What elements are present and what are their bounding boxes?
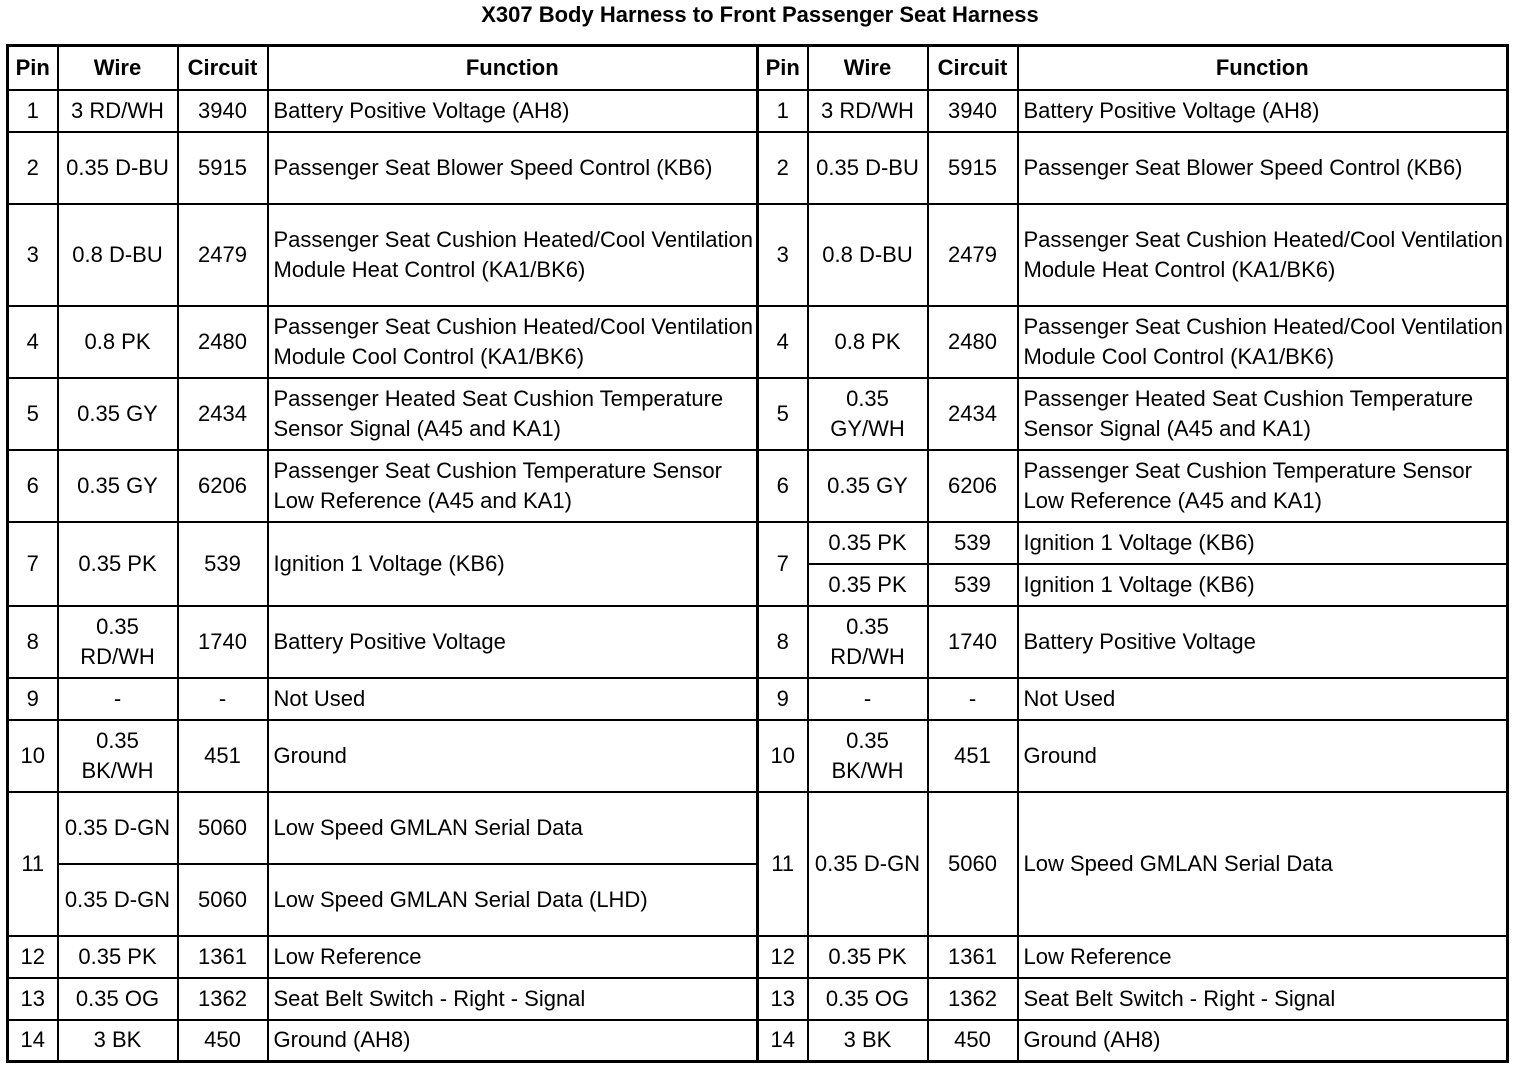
left-circuit-cell: 539	[178, 522, 268, 606]
header-circuit: Circuit	[928, 46, 1018, 90]
right-function-cell: Seat Belt Switch - Right - Signal	[1018, 978, 1508, 1020]
header-wire: Wire	[808, 46, 928, 90]
table-row	[8, 378, 1508, 450]
right-pin-cell: 7	[758, 522, 808, 606]
left-function-cell: Seat Belt Switch - Right - Signal	[268, 978, 758, 1020]
right-function-cell: Passenger Seat Blower Speed Control (KB6)	[1018, 132, 1508, 204]
left-circuit-cell: 451	[178, 720, 268, 792]
left-pin-cell: 11	[8, 792, 58, 936]
table-row	[8, 306, 1508, 378]
right-wire-cell: 3 RD/WH	[808, 90, 928, 132]
right-function-cell: Low Speed GMLAN Serial Data	[1018, 792, 1508, 936]
right-pin-cell: 13	[758, 978, 808, 1020]
right-pin-cell: 11	[758, 792, 808, 936]
left-wire-cell: 0.35 GY	[58, 450, 178, 522]
left-wire-cell: 0.35 D-BU	[58, 132, 178, 204]
left-wire-cell: 0.35 D-GN	[58, 792, 178, 864]
right-wire-cell: 0.8 PK	[808, 306, 928, 378]
right-pin-cell: 12	[758, 936, 808, 978]
left-function-cell: Passenger Seat Cushion Heated/Cool Ventilation Module Heat Control (KA1/BK6)	[268, 204, 758, 306]
table-row	[8, 678, 1508, 720]
right-circuit-cell: 1362	[928, 978, 1018, 1020]
left-circuit-cell: 3940	[178, 90, 268, 132]
left-function-cell: Ground	[268, 720, 758, 792]
right-function-cell: Passenger Seat Cushion Heated/Cool Ventilation Module Heat Control (KA1/BK6)	[1018, 204, 1508, 306]
right-function-cell: Ground (AH8)	[1018, 1020, 1508, 1062]
right-pin-cell: 1	[758, 90, 808, 132]
left-circuit-cell: 450	[178, 1020, 268, 1062]
connector-pinout-table	[6, 44, 1509, 1063]
right-function-cell: Passenger Heated Seat Cushion Temperature Sensor Signal (A45 and KA1)	[1018, 378, 1508, 450]
left-wire-cell: 0.35 BK/WH	[58, 720, 178, 792]
table-row	[8, 936, 1508, 978]
header-pin: Pin	[758, 46, 808, 90]
right-circuit-cell: 2434	[928, 378, 1018, 450]
left-circuit-cell: 5060	[178, 792, 268, 864]
left-wire-cell: 0.35 GY	[58, 378, 178, 450]
left-pin-cell: 12	[8, 936, 58, 978]
left-function-cell: Low Speed GMLAN Serial Data (LHD)	[268, 864, 758, 936]
right-circuit-cell: 539	[928, 522, 1018, 564]
left-pin-cell: 5	[8, 378, 58, 450]
right-circuit-cell: 539	[928, 564, 1018, 606]
left-wire-cell: 0.8 D-BU	[58, 204, 178, 306]
right-pin-cell: 8	[758, 606, 808, 678]
left-pin-cell: 2	[8, 132, 58, 204]
right-circuit-cell: 5060	[928, 792, 1018, 936]
left-function-cell: Passenger Seat Cushion Temperature Sensor Low Reference (A45 and KA1)	[268, 450, 758, 522]
right-pin-cell: 4	[758, 306, 808, 378]
left-pin-cell: 6	[8, 450, 58, 522]
right-wire-cell: 0.35 GY	[808, 450, 928, 522]
left-circuit-cell: 5915	[178, 132, 268, 204]
right-circuit-cell: 6206	[928, 450, 1018, 522]
left-circuit-cell: 2434	[178, 378, 268, 450]
right-wire-cell: 0.35 PK	[808, 522, 928, 564]
left-pin-cell: 7	[8, 522, 58, 606]
left-pin-cell: 8	[8, 606, 58, 678]
right-wire-cell: -	[808, 678, 928, 720]
table-row	[8, 522, 1508, 564]
left-wire-cell: 0.35 PK	[58, 936, 178, 978]
right-wire-cell: 0.35 D-GN	[808, 792, 928, 936]
right-pin-cell: 3	[758, 204, 808, 306]
table-row	[8, 606, 1508, 678]
right-circuit-cell: 3940	[928, 90, 1018, 132]
header-function: Function	[1018, 46, 1508, 90]
right-function-cell: Passenger Seat Cushion Heated/Cool Ventilation Module Cool Control (KA1/BK6)	[1018, 306, 1508, 378]
left-function-cell: Low Reference	[268, 936, 758, 978]
left-pin-cell: 14	[8, 1020, 58, 1062]
left-wire-cell: 0.35 D-GN	[58, 864, 178, 936]
right-wire-cell: 0.8 D-BU	[808, 204, 928, 306]
left-function-cell: Battery Positive Voltage	[268, 606, 758, 678]
left-function-cell: Ground (AH8)	[268, 1020, 758, 1062]
left-wire-cell: -	[58, 678, 178, 720]
left-circuit-cell: 5060	[178, 864, 268, 936]
left-wire-cell: 3 BK	[58, 1020, 178, 1062]
left-wire-cell: 3 RD/WH	[58, 90, 178, 132]
left-pin-cell: 4	[8, 306, 58, 378]
right-circuit-cell: 1740	[928, 606, 1018, 678]
left-wire-cell: 0.35 OG	[58, 978, 178, 1020]
right-function-cell: Ground	[1018, 720, 1508, 792]
right-wire-cell: 0.35 OG	[808, 978, 928, 1020]
header-wire: Wire	[58, 46, 178, 90]
right-circuit-cell: 450	[928, 1020, 1018, 1062]
left-circuit-cell: 1740	[178, 606, 268, 678]
left-circuit-cell: 1361	[178, 936, 268, 978]
right-wire-cell: 0.35 BK/WH	[808, 720, 928, 792]
table-row	[8, 450, 1508, 522]
left-wire-cell: 0.8 PK	[58, 306, 178, 378]
left-circuit-cell: 6206	[178, 450, 268, 522]
table-header-row	[8, 46, 1508, 90]
right-circuit-cell: 1361	[928, 936, 1018, 978]
left-circuit-cell: 2480	[178, 306, 268, 378]
right-pin-cell: 5	[758, 378, 808, 450]
right-function-cell: Low Reference	[1018, 936, 1508, 978]
left-pin-cell: 10	[8, 720, 58, 792]
right-circuit-cell: -	[928, 678, 1018, 720]
left-function-cell: Battery Positive Voltage (AH8)	[268, 90, 758, 132]
left-wire-cell: 0.35 RD/WH	[58, 606, 178, 678]
header-pin: Pin	[8, 46, 58, 90]
table-row	[8, 132, 1508, 204]
left-circuit-cell: 1362	[178, 978, 268, 1020]
right-function-cell: Battery Positive Voltage (AH8)	[1018, 90, 1508, 132]
table-row	[8, 792, 1508, 864]
right-pin-cell: 9	[758, 678, 808, 720]
right-circuit-cell: 5915	[928, 132, 1018, 204]
table-row	[8, 90, 1508, 132]
header-circuit: Circuit	[178, 46, 268, 90]
right-function-cell: Ignition 1 Voltage (KB6)	[1018, 522, 1508, 564]
left-function-cell: Passenger Seat Blower Speed Control (KB6)	[268, 132, 758, 204]
table-row	[8, 204, 1508, 306]
right-function-cell: Not Used	[1018, 678, 1508, 720]
header-function: Function	[268, 46, 758, 90]
right-pin-cell: 10	[758, 720, 808, 792]
left-function-cell: Passenger Heated Seat Cushion Temperature Sensor Signal (A45 and KA1)	[268, 378, 758, 450]
left-pin-cell: 3	[8, 204, 58, 306]
right-circuit-cell: 2479	[928, 204, 1018, 306]
right-wire-cell: 0.35 GY/WH	[808, 378, 928, 450]
right-wire-cell: 3 BK	[808, 1020, 928, 1062]
table-row	[8, 720, 1508, 792]
left-function-cell: Ignition 1 Voltage (KB6)	[268, 522, 758, 606]
left-wire-cell: 0.35 PK	[58, 522, 178, 606]
right-wire-cell: 0.35 RD/WH	[808, 606, 928, 678]
left-function-cell: Passenger Seat Cushion Heated/Cool Ventilation Module Cool Control (KA1/BK6)	[268, 306, 758, 378]
right-pin-cell: 14	[758, 1020, 808, 1062]
right-circuit-cell: 451	[928, 720, 1018, 792]
left-pin-cell: 9	[8, 678, 58, 720]
right-wire-cell: 0.35 PK	[808, 936, 928, 978]
left-pin-cell: 13	[8, 978, 58, 1020]
left-circuit-cell: 2479	[178, 204, 268, 306]
left-pin-cell: 1	[8, 90, 58, 132]
right-function-cell: Passenger Seat Cushion Temperature Sensor Low Reference (A45 and KA1)	[1018, 450, 1508, 522]
right-pin-cell: 2	[758, 132, 808, 204]
right-circuit-cell: 2480	[928, 306, 1018, 378]
document-title: X307 Body Harness to Front Passenger Seat Harness	[481, 2, 1039, 27]
right-function-cell: Battery Positive Voltage	[1018, 606, 1508, 678]
right-wire-cell: 0.35 D-BU	[808, 132, 928, 204]
left-circuit-cell: -	[178, 678, 268, 720]
left-function-cell: Low Speed GMLAN Serial Data	[268, 792, 758, 864]
table-row	[8, 978, 1508, 1020]
table-row	[8, 1020, 1508, 1062]
right-function-cell: Ignition 1 Voltage (KB6)	[1018, 564, 1508, 606]
right-pin-cell: 6	[758, 450, 808, 522]
left-function-cell: Not Used	[268, 678, 758, 720]
right-wire-cell: 0.35 PK	[808, 564, 928, 606]
